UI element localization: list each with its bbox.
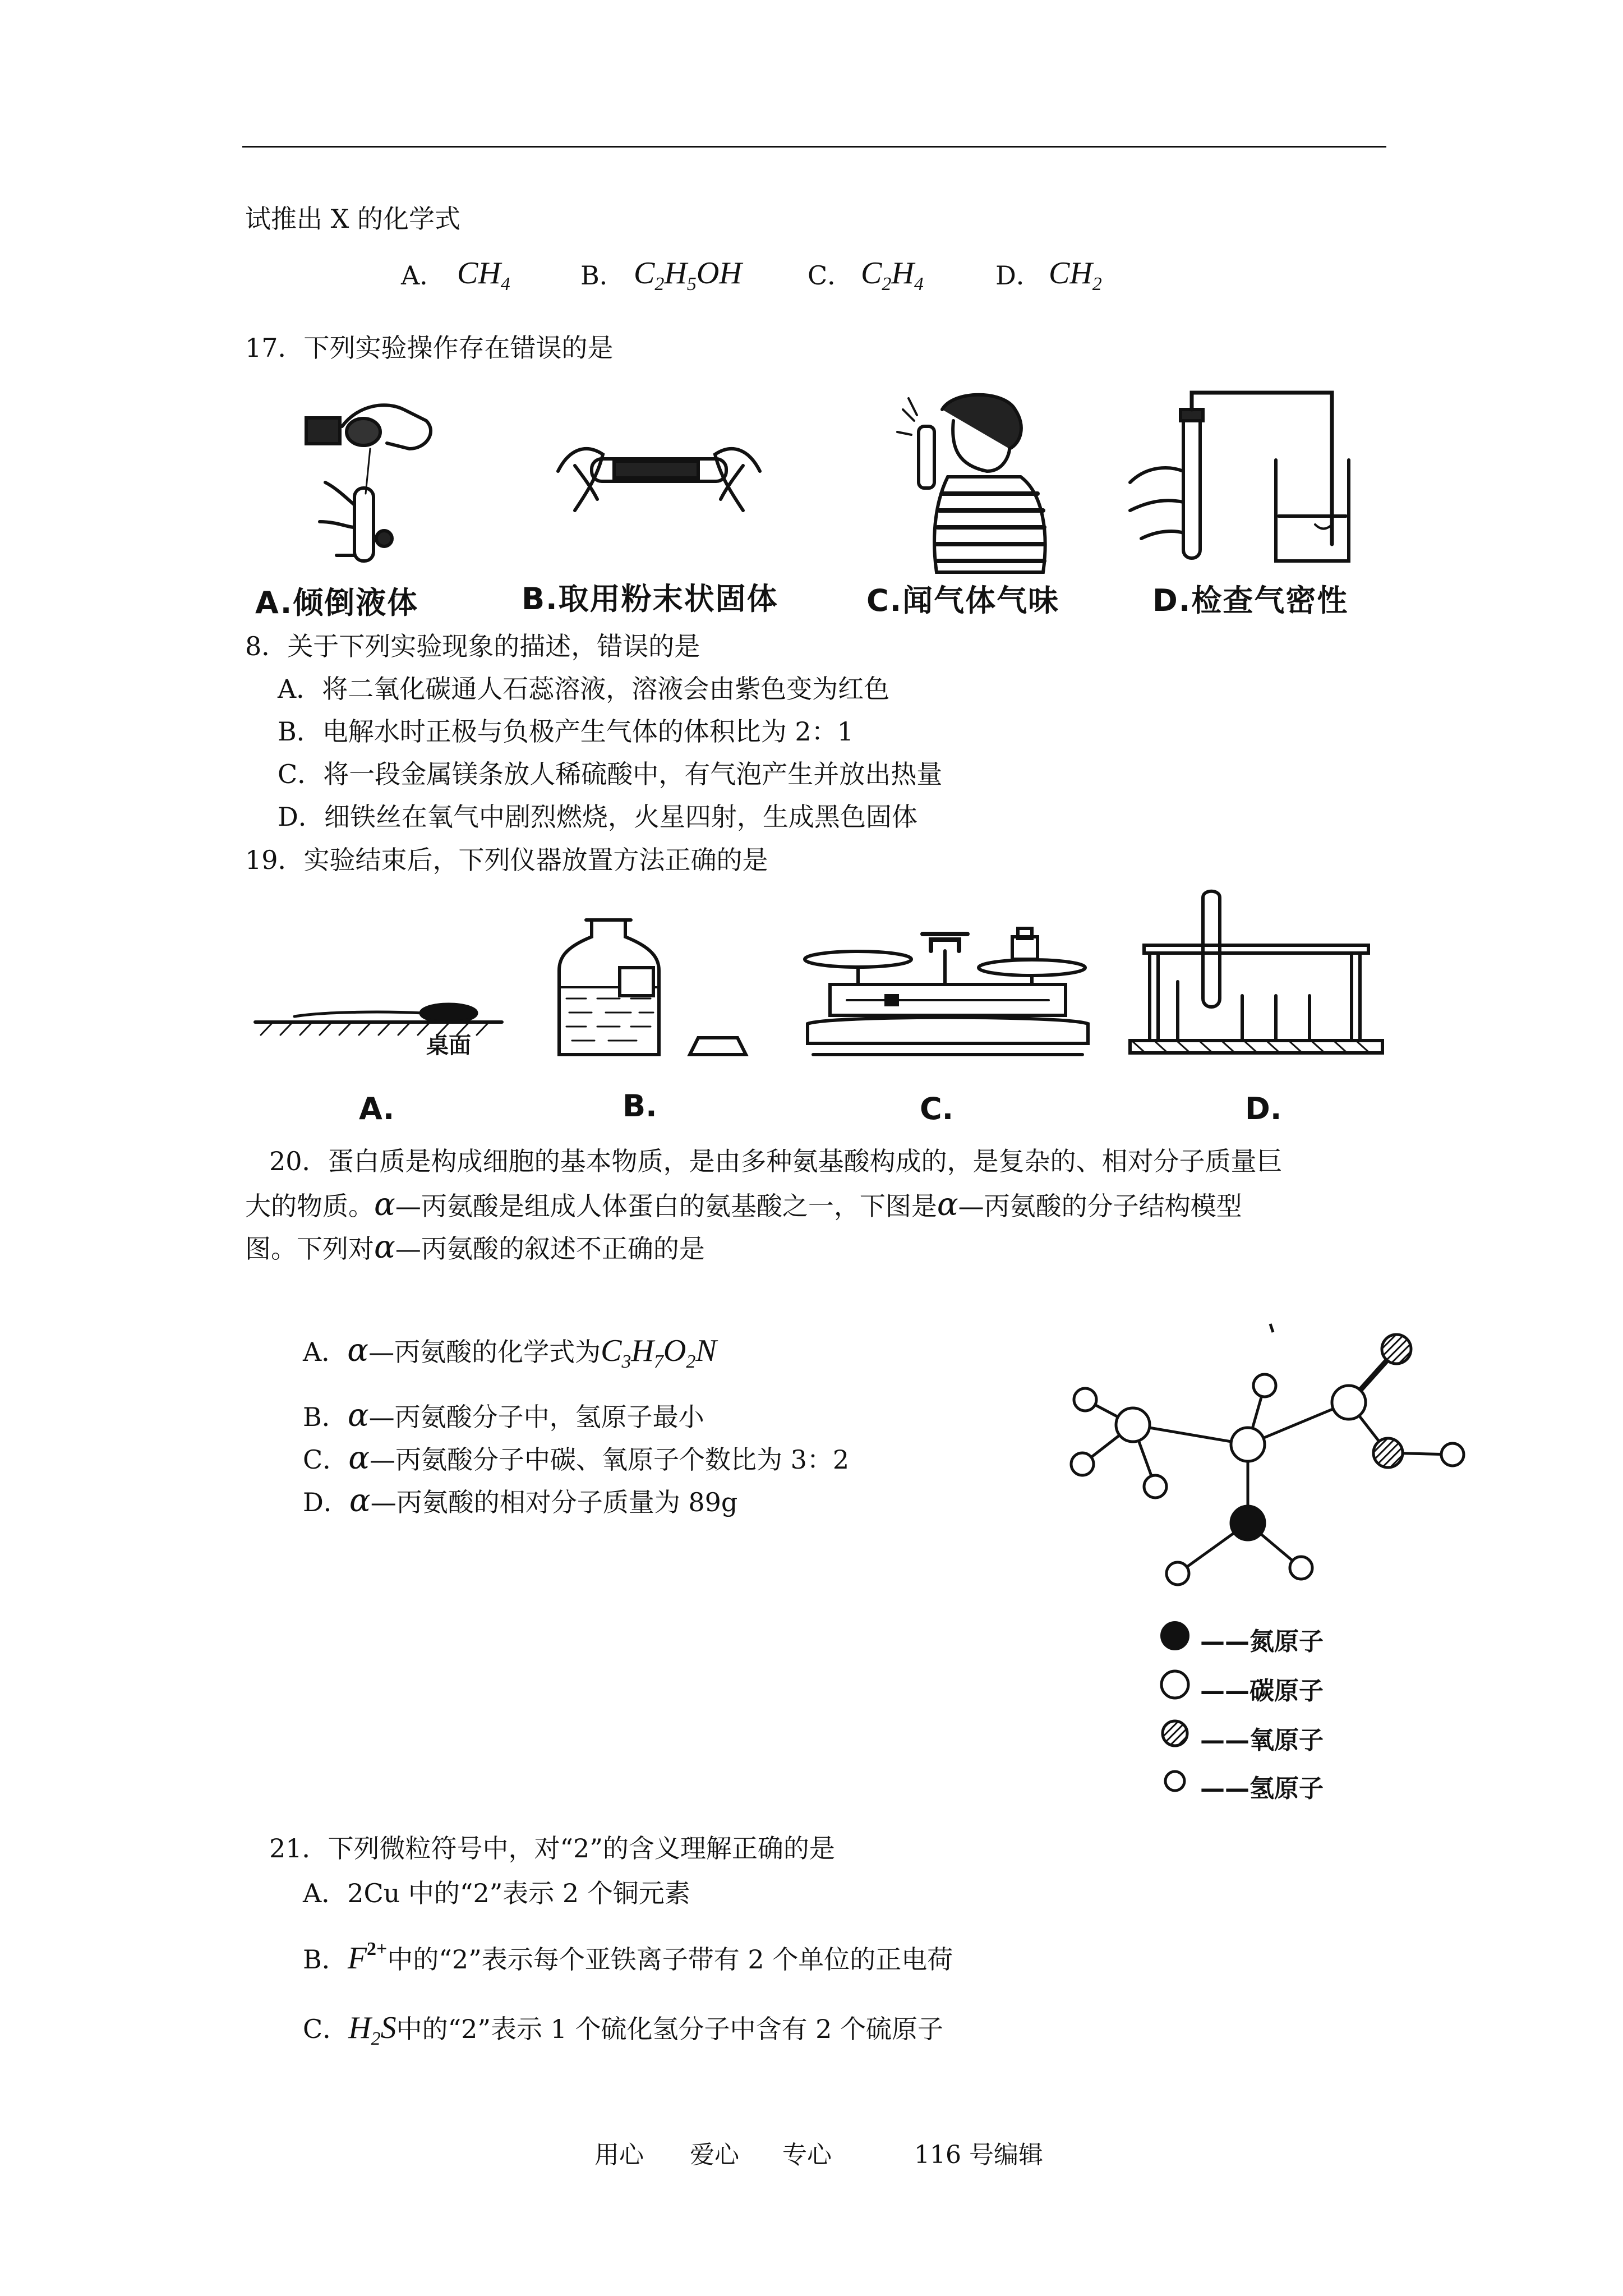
alpha-symbol: α — [374, 1186, 395, 1223]
alpha-symbol: α — [374, 1229, 395, 1266]
q18-option-b: B．电解水时正极与负极产生气体的体积比为 2：1 — [278, 716, 854, 747]
hydrogen-atom — [1166, 1562, 1189, 1585]
q19-caption-a: A. — [359, 1091, 395, 1126]
q20-stem-line3: 图。下列对α—丙氨酸的叙述不正确的是 — [245, 1229, 705, 1266]
footer-item: 爱心 — [690, 2141, 739, 2169]
q18-option-d: D．细铁丝在氧气中剧烈燃烧，火星四射，生成黑色固体 — [278, 802, 917, 832]
q20-option-d: D．α—丙氨酸的相对分子质量为 89g — [303, 1483, 738, 1519]
q21-stem: 21．下列微粒符号中，对“2”的含义理解正确的是 — [269, 1833, 835, 1864]
alpha-symbol: α — [347, 1332, 369, 1369]
footer-item: 用心 — [594, 2141, 644, 2169]
legend-hydrogen-icon — [1161, 1767, 1189, 1795]
q21-option-b: B．$F^{2+}$中的“2”表示每个亚铁离子带有 2 个单位的正电荷 — [303, 1939, 953, 1976]
q18-option-c: C．将一段金属镁条放人稀硫酸中，有气泡产生并放出热量 — [278, 759, 943, 789]
q16-option-a-label: A． — [401, 260, 446, 291]
alpha-symbol: α — [937, 1186, 958, 1223]
q19-desk-label: 桌面 — [426, 1033, 471, 1059]
q17-figure-a-pouring — [258, 387, 449, 572]
q16-option-c-formula: $C_2H_4$ — [861, 256, 924, 295]
legend-carbon-icon — [1158, 1668, 1192, 1701]
q20-stem-line1: 20．蛋白质是构成细胞的基本物质，是由多种氨基酸构成的，是复杂的、相对分子质量巨 — [269, 1146, 1283, 1176]
q16-option-b-formula: $C_2H_5OH$ — [634, 256, 742, 295]
q16-option-d-label: D． — [995, 260, 1042, 291]
q19-figure-b-bottle — [552, 914, 766, 1066]
q19-caption-c: C. — [920, 1091, 954, 1126]
q16-option-a-formula: $CH_4$ — [457, 256, 510, 295]
alpha-symbol: α — [349, 1483, 371, 1519]
q20-formula: $C_3H_7O_2N$ — [601, 1333, 717, 1372]
q21-option-a: A．2Cu 中的“2”表示 2 个铜元素 — [303, 1878, 690, 1908]
q17-caption-a: A.倾倒液体 — [255, 585, 419, 620]
q17-caption-b: B.取用粉末状固体 — [522, 581, 778, 616]
q17-figure-b-powder — [552, 432, 766, 544]
carbon-atom — [1332, 1386, 1366, 1419]
q20-option-c: C．α—丙氨酸分子中碳、氧原子个数比为 3：2 — [303, 1440, 850, 1476]
footer-item: 116 号编辑 — [914, 2141, 1043, 2169]
q20-stem-line2: 大的物质。α—丙氨酸是组成人体蛋白的氨基酸之一，下图是α—丙氨酸的分子结构模型 — [245, 1186, 1242, 1223]
q19-figure-a-dropper — [255, 987, 513, 1049]
footer-item: 专心 — [782, 2141, 832, 2169]
carbon-atom — [1116, 1408, 1150, 1442]
legend-carbon-label: ——碳原子 — [1200, 1677, 1324, 1705]
q19-figure-c-balance — [796, 917, 1099, 1069]
q16-stem: 试推出 X 的化学式 — [245, 204, 460, 234]
q17-stem: 17．下列实验操作存在错误的是 — [245, 333, 614, 363]
q17-caption-d: D.检查气密性 — [1152, 583, 1349, 618]
q20-option-a: A．α—丙氨酸的化学式为$C_3H_7O_2N$ — [303, 1332, 717, 1372]
carbon-atom — [1231, 1428, 1265, 1461]
hydrogen-atom — [1074, 1388, 1096, 1411]
legend-hydrogen-label: ——氢原子 — [1200, 1774, 1324, 1803]
alpha-symbol: α — [347, 1397, 369, 1434]
legend-oxygen-icon — [1158, 1717, 1192, 1750]
hydrogen-atom — [1441, 1443, 1464, 1466]
alpha-symbol: α — [348, 1440, 370, 1476]
hydrogen-atom — [1290, 1557, 1312, 1579]
q18-stem: 8．关于下列实验现象的描述，错误的是 — [245, 631, 700, 661]
q20-molecule-model — [1054, 1318, 1481, 1588]
oxygen-atom — [1382, 1335, 1411, 1364]
q17-figure-c-smelling — [875, 387, 1060, 578]
q19-stem: 19．实验结束后，下列仪器放置方法正确的是 — [245, 845, 768, 875]
legend-nitrogen-label: ——氮原子 — [1200, 1627, 1324, 1656]
hydrogen-atom — [1144, 1475, 1166, 1498]
legend-oxygen-label: ——氧原子 — [1200, 1726, 1324, 1755]
q17-figure-d-airtight — [1130, 381, 1354, 572]
q16-option-c-label: C． — [808, 260, 854, 291]
q20-option-b: B．α—丙氨酸分子中，氢原子最小 — [303, 1397, 704, 1434]
q19-figure-d-rack — [1124, 892, 1388, 1066]
q21-option-c: C．$H_2S$中的“2”表示 1 个硫化氢分子中含有 2 个硫原子 — [303, 2010, 943, 2049]
q16-option-b-label: B． — [580, 260, 625, 291]
nitrogen-atom — [1231, 1506, 1265, 1540]
ion-symbol: $F^{2+}$ — [347, 1939, 388, 1976]
hydrogen-atom — [1071, 1453, 1094, 1475]
q19-caption-d: D. — [1245, 1091, 1282, 1126]
legend-nitrogen-icon — [1158, 1619, 1192, 1653]
q19-caption-b: B. — [623, 1088, 657, 1124]
oxygen-atom — [1373, 1438, 1403, 1467]
q18-option-a: A．将二氧化碳通人石蕊溶液，溶液会由紫色变为红色 — [278, 674, 890, 704]
q17-caption-c: C.闻气体气味 — [866, 583, 1060, 618]
h2s-symbol: $H_2S$ — [348, 2010, 396, 2049]
header-rule — [242, 146, 1386, 148]
q16-option-d-formula: $CH_2$ — [1049, 256, 1102, 295]
hydrogen-atom — [1253, 1374, 1276, 1397]
